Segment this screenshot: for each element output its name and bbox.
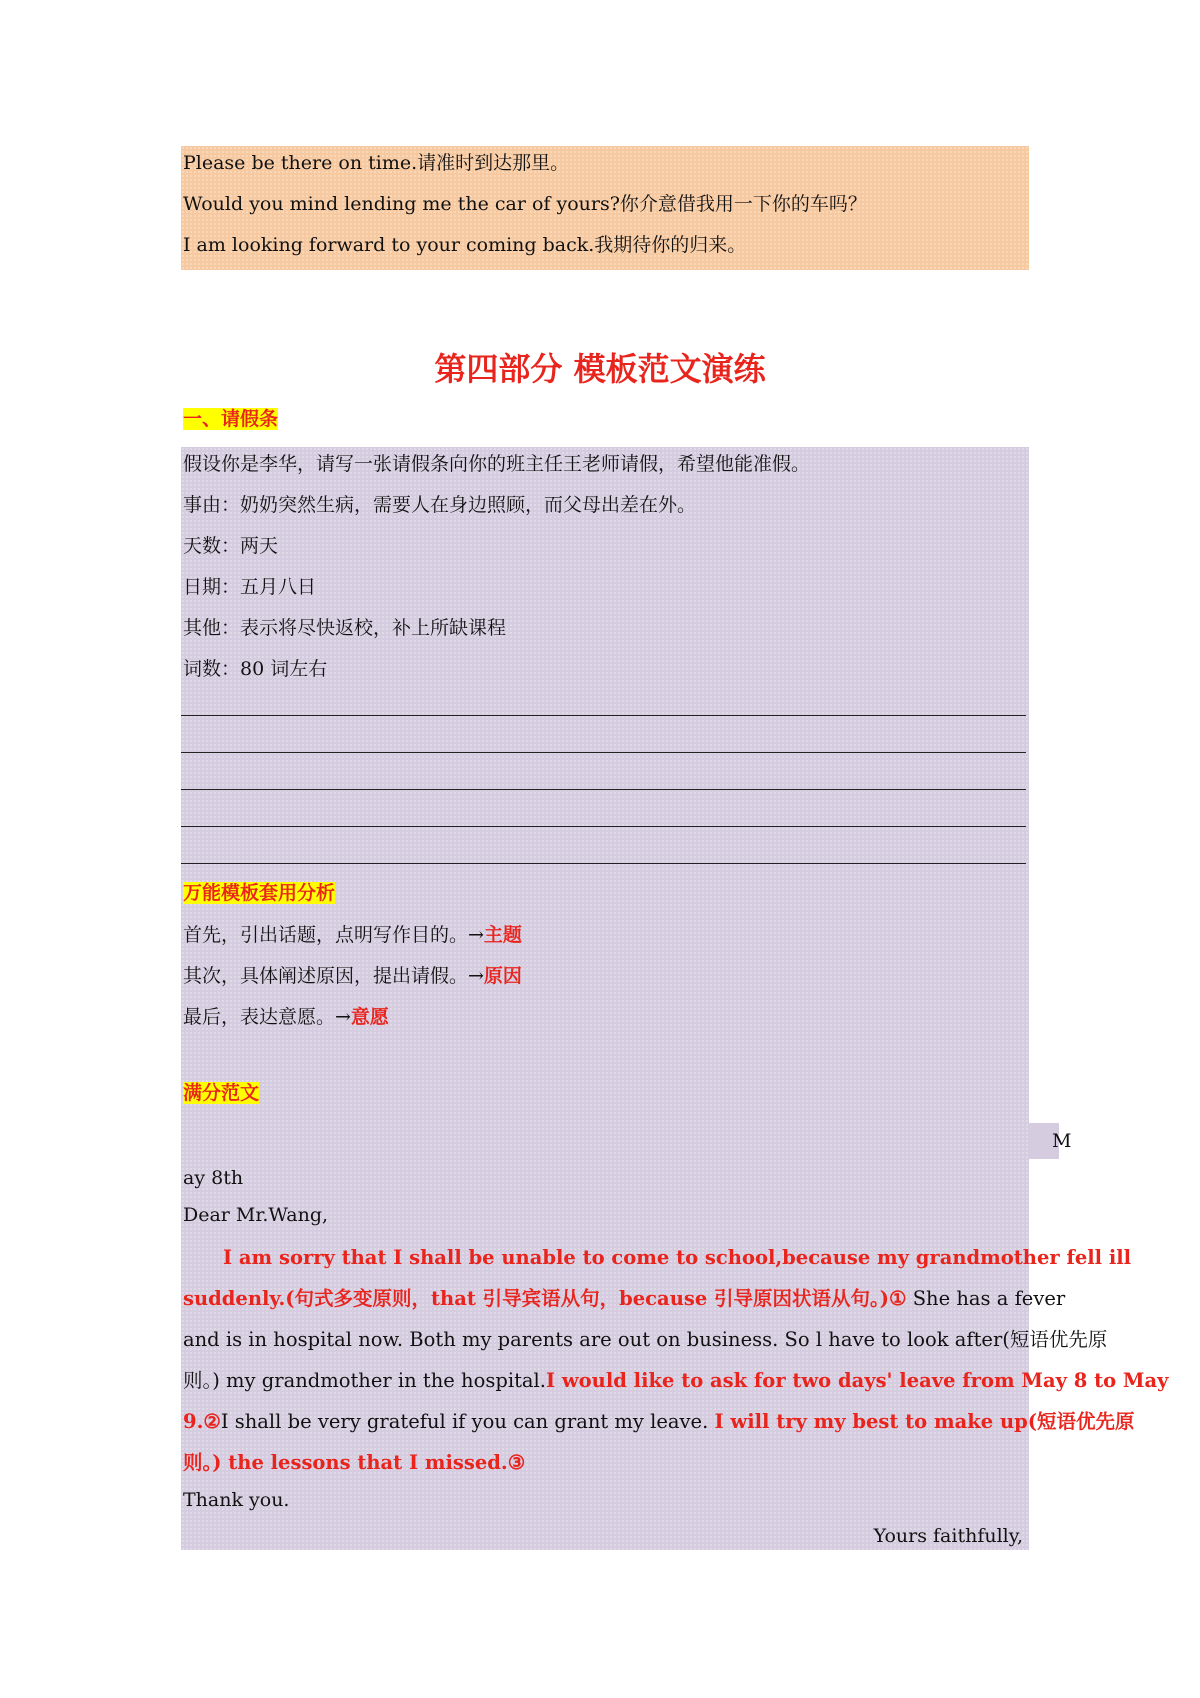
writing-line (181, 789, 1026, 790)
writing-line (181, 715, 1026, 716)
template-step-text: 最后，表达意愿。→ (183, 1006, 351, 1028)
expression-2: Would you mind lending me the car of yours?你介意借我用一下你的车吗？ (183, 193, 867, 215)
task-reason: 事由：奶奶突然生病，需要人在身边照顾，而父母出差在外。 (183, 494, 697, 516)
letter-greeting: Dear Mr.Wang, (183, 1204, 329, 1226)
template-title-text: 万能模板套用分析 (183, 882, 336, 904)
template-step (183, 1000, 389, 1034)
letter-date-m: M (1052, 1130, 1072, 1152)
letter-text: 则。) my grandmother in the hospital. (183, 1369, 546, 1392)
expression-1: Please be there on time.请准时到达那里。 (183, 152, 570, 174)
letter-text: She has a fever (912, 1287, 1066, 1310)
letter-text-red: I am sorry that I shall be unable to come to school,because my grandmother fell ill (223, 1246, 1132, 1269)
letter-text-red: I would like to ask for two days' leave from May 8 to May (545, 1369, 1169, 1392)
task-words: 词数：80 词左右 (183, 658, 328, 680)
letter-text-red: 则。) the lessons that I missed.③ (183, 1451, 526, 1474)
writing-line (181, 826, 1026, 827)
template-step-tag: 原因 (483, 965, 522, 987)
writing-line (181, 863, 1026, 864)
letter-text: and is in hospital now. Both my parents are out on business. So l have to look after(短语优先原 (183, 1328, 1108, 1351)
letter-date: ay 8th (183, 1167, 244, 1189)
writing-line (181, 752, 1026, 753)
template-title (183, 878, 335, 908)
letter-line (183, 1442, 1023, 1483)
template-step (183, 959, 522, 993)
letter-line (183, 1237, 1132, 1278)
task-days: 天数：两天 (183, 535, 279, 557)
model-title-text: 满分范文 (183, 1082, 260, 1104)
letter-closing: Yours faithfully, (873, 1525, 1023, 1547)
letter-line (183, 1278, 1066, 1319)
letter-line (183, 1319, 1108, 1360)
letter-body (183, 1237, 1169, 1483)
letter-text-red: I will try my best to make up(短语优先原 (714, 1410, 1135, 1433)
letter-text: I shall be very grateful if you can grant my leave. (220, 1410, 715, 1433)
expression-3: I am looking forward to your coming back.我期待你的归来。 (183, 234, 747, 256)
template-step-text: 其次，具体阐述原因，提出请假。→ (183, 965, 484, 987)
expressions-box (181, 146, 1029, 270)
section-title (183, 404, 278, 434)
template-step-tag: 主题 (483, 924, 522, 946)
template-step-tag: 意愿 (350, 1006, 389, 1028)
part-title: 第四部分 模板范文演练 (434, 350, 766, 388)
letter-text-red: 9.② (183, 1410, 221, 1433)
template-step (183, 918, 522, 952)
task-date: 日期：五月八日 (183, 576, 317, 598)
template-step-text: 首先，引出话题，点明写作目的。→ (183, 924, 484, 946)
letter-line (183, 1401, 1135, 1442)
letter-thanks: Thank you. (183, 1489, 290, 1511)
section-title-text: 一、请假条 (183, 408, 279, 430)
letter-line (183, 1360, 1169, 1401)
task-other: 其他：表示将尽快返校，补上所缺课程 (183, 617, 507, 639)
task-prompt: 假设你是李华，请写一张请假条向你的班主任王老师请假，希望他能准假。 (183, 453, 811, 475)
letter-text-red: suddenly.(句式多变原则，that 引导宾语从句，because 引导原因状语从句。)① (183, 1287, 907, 1310)
model-title (183, 1078, 259, 1108)
